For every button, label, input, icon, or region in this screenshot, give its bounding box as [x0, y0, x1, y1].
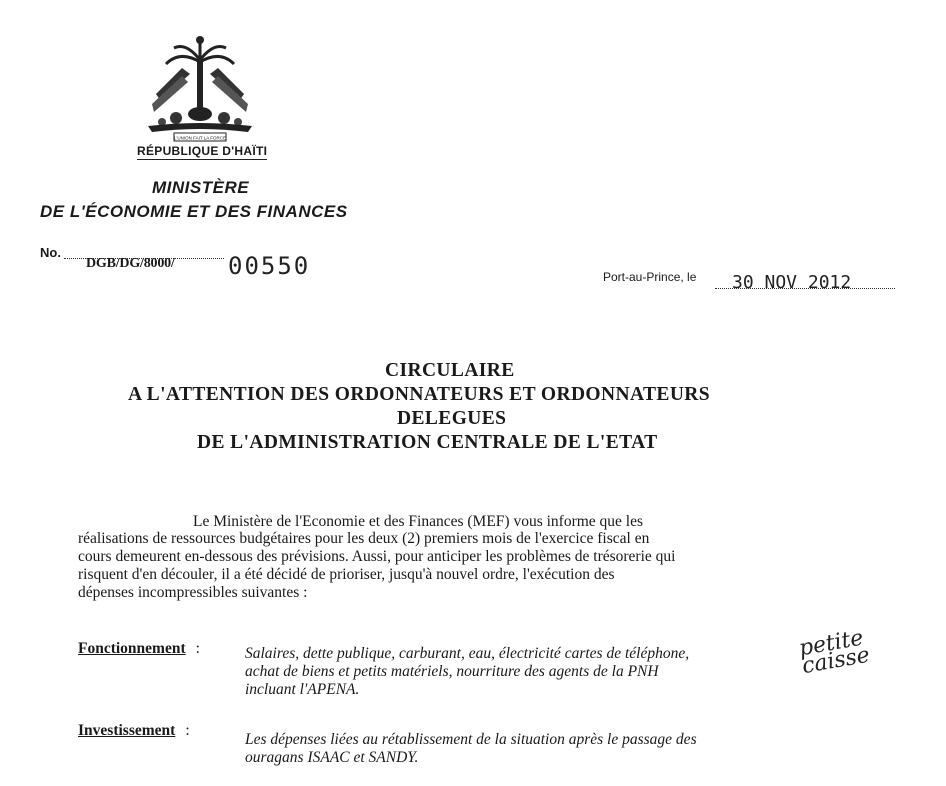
body-line: réalisations de ressources budgétaires pour les deux (2) premiers mois de l'exercice fiscal en [78, 530, 650, 547]
body-line: risquent d'en découler, il a été décidé de prioriser, jusqu'à nouvel ordre, l'exécution des [78, 566, 615, 583]
body-line: cours demeurent en-dessous des prévisions. Aussi, pour anticiper les problèmes de trésorerie qui [78, 548, 676, 565]
body-line: Le Ministère de l'Economie et des Finances (MEF) vous informe que les [193, 513, 644, 530]
coat-of-arms-icon [130, 30, 270, 142]
reference-stamp-number: 00550 [228, 252, 311, 280]
investissement-item-line: Les dépenses liées au rétablissement de la situation après le passage des [245, 731, 697, 748]
fonctionnement-item-line: achat de biens et petits matériels, nourriture des agents de la PNH [245, 663, 659, 680]
place-label: Port-au-Prince, le [603, 270, 697, 284]
investissement-item-line: ouragans ISAAC et SANDY. [245, 749, 419, 766]
body-line: dépenses incompressibles suivantes : [78, 584, 308, 601]
reference-number-label: No. [40, 245, 61, 260]
republic-name: RÉPUBLIQUE D'HAÏTI [137, 144, 268, 158]
date-stamp: 30 NOV 2012 [732, 272, 852, 293]
fonctionnement-item-line: Salaires, dette publique, carburant, eau, électricité cartes de téléphone, [245, 645, 690, 662]
svg-text:L'UNION FAIT LA FORCE: L'UNION FAIT LA FORCE [173, 135, 227, 141]
circular-subtitle-line2: DELEGUES [397, 408, 507, 429]
investissement-label: Investissement [78, 722, 176, 739]
reference-code: DGB/DG/8000/ [86, 256, 175, 271]
fonctionnement-colon: : [195, 640, 200, 657]
ministry-title-line1: MINISTÈRE [152, 178, 250, 197]
fonctionnement-label: Fonctionnement [78, 640, 186, 657]
circular-subtitle-line1: A L'ATTENTION DES ORDONNATEURS ET ORDONNATEURS [128, 384, 711, 405]
ministry-title-line2: DE L'ÉCONOMIE ET DES FINANCES [40, 202, 348, 221]
fonctionnement-heading [78, 640, 200, 658]
investissement-colon: : [185, 722, 190, 739]
fonctionnement-item-line: incluant l'APENA. [245, 681, 360, 698]
handwritten-annotation: petite caisse [797, 625, 872, 680]
circular-title: CIRCULAIRE [385, 360, 515, 381]
investissement-heading [78, 722, 190, 740]
circular-subtitle-line3: DE L'ADMINISTRATION CENTRALE DE L'ETAT [197, 432, 658, 453]
